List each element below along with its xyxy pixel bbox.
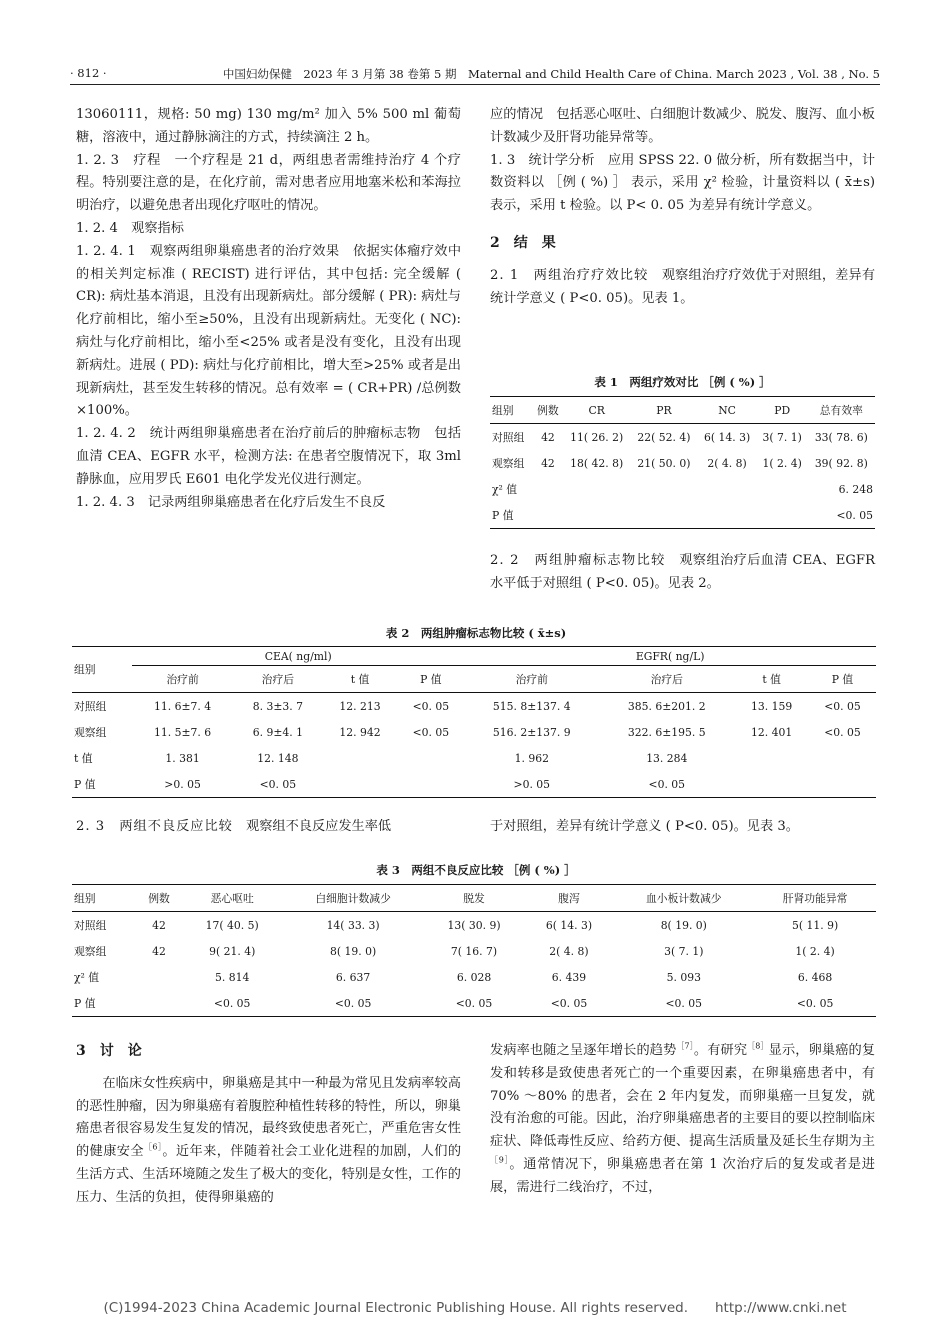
table-header-row: 组别 例数 CR PR NC PD 总有效率: [490, 397, 875, 424]
table2: 组别 CEA( ng/ml) EGFR( ng/L) 治疗前 治疗后 t 值 P 值 治疗前 治疗后 t 值 P 值 对照组 11. 6±7. 4 8. 3±3. 7 12. 213 <0. 05 515. 8±137. 4 385. 6±201. 2 13. 159 <0. 05 观察组 11. 5±7. 6 6. 9±4. 1 12. 942 <0. 05 516. 2±137. 9 322. 6±195. 5 12. 401 <0. 05 t 值 1. 381 12. 148 1. 962 13. 284 P 值 >0. 05 <0. 05 >0. 05 <0. 05: [72, 646, 876, 798]
paragraph: 应的情况 包括恶心呕吐、白细胞计数减少、脱发、腹泻、血小板计数减少及肝肾功能异常等。: [490, 107, 875, 145]
page-number: · 812 ·: [70, 66, 107, 80]
paragraph: 1. 2. 4. 1 观察两组卵巢癌患者的治疗效果 依据实体瘤疗效中的相关判定标准 ( RECIST) 进行评估，其中包括: 完全缓解 ( CR): 病灶基本消退，且没有出现新病灶。部分缓解 ( PR): 病灶与化疗前相比，缩小至≥50%，且没有出现新病灶。无变化 ( NC): 病灶与化疗前相比，缩小至<25% 或者是没有变化，且没有出现新病灶。进展 ( PD): 病灶与化疗前相比，增大至>25% 或者是出现新病灶，甚至发生转移的情况。总有效率 = ( CR+PR) /总例数×100%。: [76, 243, 462, 419]
table2-caption: 表 2 两组肿瘤标志物比较 ( x̄±s): [385, 626, 567, 640]
table-row: χ² 值 5. 814 6. 637 6. 028 6. 439 5. 093 6. 468: [74, 970, 833, 984]
table-header-row: 治疗前 治疗后 t 值 P 值 治疗前 治疗后 t 值 P 值: [72, 666, 876, 693]
journal-title: 中国妇幼保健 2023 年 3 月第 38 卷第 5 期 Maternal and Child Health Care of China. March 2023 , Vol. 38 , No. 5: [222, 67, 880, 81]
paragraph: 2. 1 两组治疗疗效比较 观察组治疗疗效优于对照组，差异有统计学意义 ( P<0. 05)。见表 1。: [490, 267, 876, 306]
table-row: 对照组 42 17( 40. 5) 14( 33. 3) 13( 30. 9) 6( 14. 3) 8( 19. 0) 5( 11. 9): [74, 918, 839, 932]
paragraph: 1. 2. 4. 2 统计两组卵巢癌患者在治疗前后的肿瘤标志物 包括血清 CEA、EGFR 水平，检测方法: 在患者空腹情况下，取 3ml 静脉血，应用罗氏 E601 电化学发光仪进行测定。: [76, 426, 462, 487]
table-row: t 值 1. 381 12. 148 1. 962 13. 284: [74, 751, 688, 765]
discussion-right: [490, 1040, 875, 1200]
paragraph-2-3-right: 于对照组，差异有统计学意义 ( P<0. 05)。见表 3。: [490, 819, 799, 834]
right-column: [490, 104, 875, 310]
section-title: 3 讨 论: [76, 1043, 142, 1059]
table-row: 观察组 11. 5±7. 6 6. 9±4. 1 12. 942 <0. 05 516. 2±137. 9 322. 6±195. 5 12. 401 <0. 05: [74, 725, 861, 739]
section-title: 2 结 果: [490, 234, 556, 251]
paragraph-2-2: 2. 2 两组肿瘤标志物比较 观察组治疗后血清 CEA、EGFR 水平低于对照组 ( P<0. 05)。见表 2。: [490, 553, 875, 591]
table-row: P 值 <0. 05 <0. 05 <0. 05 <0. 05 <0. 05 <0. 05: [72, 990, 876, 1017]
paragraph: 1. 2. 3 疗程 一个疗程是 21 d，两组患者需维持治疗 4 个疗程。特别要注意的是，在化疗前，需对患者应用地塞米松和苯海拉明治疗，以避免患者出现化疗呕吐的情况。: [76, 152, 461, 214]
paragraph: 发病率也随之呈逐年增长的趋势$^{[7]}$。有研究$^{[8]}$显示，卵巢癌的复发和转移是致使患者死亡的一个重要因素，在卵巢癌患者中，有 70% ～80% 的患者，会在 2 年内复发，而卵巢癌一旦复发，就没有治愈的可能。因此，治疗卵巢癌患者的主要目的要以控制临床症状、降低毒性反应、给药方便、提高生活质量及延长生存期为主$^{[9]}$。通常情况下，卵巢癌患者在第 1 次治疗后的复发或者是进展，需进行二线治疗，不过，: [490, 1041, 876, 1195]
table-row: 对照组 42 11( 26. 2) 22( 52. 4) 6( 14. 3) 3( 7. 1) 33( 78. 6): [492, 430, 868, 444]
table3: [72, 884, 876, 1017]
table-row: 对照组 11. 6±7. 4 8. 3±3. 7 12. 213 <0. 05 515. 8±137. 4 385. 6±201. 2 13. 159 <0. 05: [74, 699, 861, 713]
paragraph: 13060111，规格: 50 mg) 130 mg/m² 加入 5% 500 ml 葡萄糖，溶液中，通过静脉滴注的方式，持续滴注 2 h。: [76, 107, 461, 145]
table-row: χ² 值 6. 248: [492, 482, 873, 496]
table-row: 观察组 42 18( 42. 8) 21( 50. 0) 2( 4. 8) 1( 2. 4) 39( 92. 8): [492, 456, 868, 470]
paragraph: 1. 2. 4. 3 记录两组卵巢癌患者在化疗后发生不良反: [76, 494, 386, 510]
table-row: 观察组 42 9( 21. 4) 8( 19. 0) 7( 16. 7) 2( 4. 8) 3( 7. 1) 1( 2. 4): [74, 944, 835, 958]
paragraph-2-3-left: 2. 3 两组不良反应比较 观察组不良反应发生率低: [76, 819, 392, 834]
subheading: 1. 2. 4 观察指标: [76, 220, 184, 236]
paragraph: 在临床女性疾病中，卵巢癌是其中一种最为常见且发病率较高的恶性肿瘤，因为卵巢癌有着腹腔种植性转移的特性，所以，卵巢癌患者很容易发生复发的情况，最终致使患者死亡，严重危害女性的健康安全$^{[6]}$。近年来，伴随着社会工业化进程的加剧，人们的生活方式、生活环境随之发生了极大的变化，特别是女性，工作的压力、生活的负担，使得卵巢癌的: [76, 1075, 462, 1205]
table1: [490, 396, 875, 529]
page-header: [70, 62, 880, 85]
table-header-row: 组别 例数 恶心呕吐 白细胞计数减少 脱发 腹泻 血小板计数减少 肝肾功能异常: [72, 885, 876, 912]
table-row: P 值 >0. 05 <0. 05 >0. 05 <0. 05: [72, 771, 876, 798]
table1-caption: 表 1 两组疗效对比 ［例 ( %) ］: [594, 375, 771, 389]
copyright-footer: (C)1994-2023 China Academic Journal Electronic Publishing House. All rights reserved. http://www.cnki.net: [103, 1300, 847, 1316]
table-row: P 值 <0. 05: [490, 502, 875, 529]
discussion-left: [76, 1040, 461, 1210]
left-column: [76, 104, 461, 514]
paragraph: 1. 3 统计学分析 应用 SPSS 22. 0 做分析，所有数据当中，计数资料以 ［例 ( %) ］ 表示，采用 χ² 检验，计量资料以 ( x̄±s) 表示，采用 t 检验。以 P< 0. 05 为差异有统计学意义。: [490, 152, 876, 214]
table3-caption: 表 3 两组不良反应比较 ［例 ( %) ］: [376, 863, 576, 877]
